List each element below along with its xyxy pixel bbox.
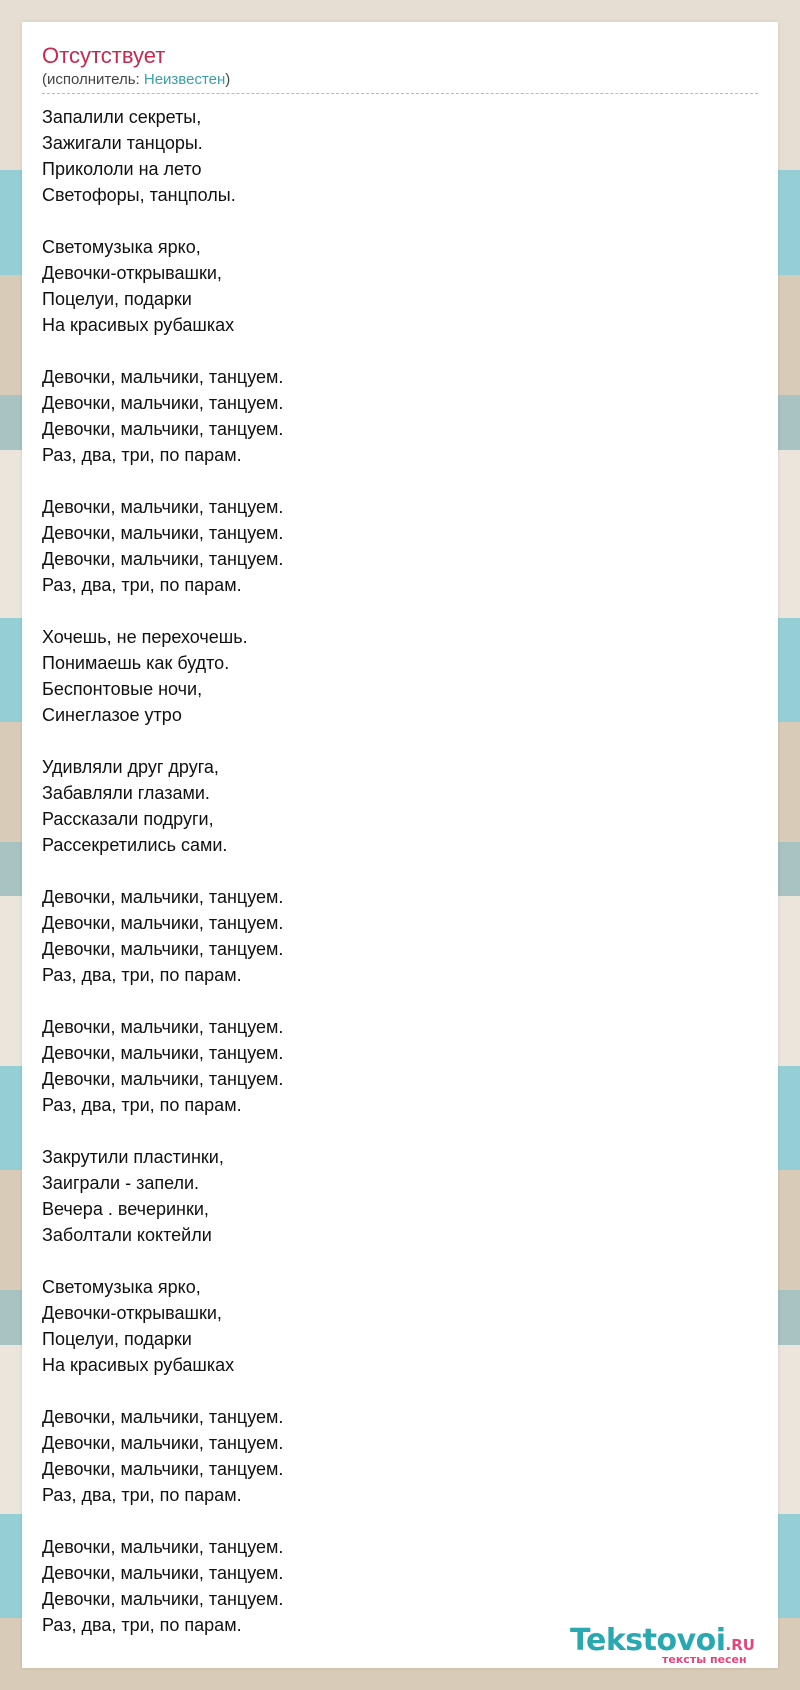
lyric-line: Понимаешь как будто. — [42, 653, 230, 673]
lyric-line: Девочки, мальчики, танцуем. — [42, 393, 284, 413]
lyric-line: Девочки, мальчики, танцуем. — [42, 523, 284, 543]
stanza-gap — [42, 1508, 758, 1534]
lyric-line: Девочки, мальчики, танцуем. — [42, 887, 284, 907]
lyric-line: Поцелуи, подарки — [42, 289, 192, 309]
stanza-gap — [42, 208, 758, 234]
lyric-line: Девочки-открывашки, — [42, 1303, 222, 1323]
lyric-line: Девочки, мальчики, танцуем. — [42, 939, 284, 959]
lyric-line: Раз, два, три, по парам. — [42, 1485, 242, 1505]
stanza-gap — [42, 1248, 758, 1274]
stanza-gap — [42, 1378, 758, 1404]
song-title: Отсутствует — [42, 43, 166, 68]
stanza-gap — [42, 728, 758, 754]
lyric-line: Раз, два, три, по парам. — [42, 445, 242, 465]
stanza-gap — [42, 468, 758, 494]
artist-prefix: (исполнитель: — [42, 71, 144, 88]
logo-brand: Tekstovoi — [570, 1623, 726, 1658]
lyric-line: Девочки, мальчики, танцуем. — [42, 549, 284, 569]
lyric-line: Раз, два, три, по парам. — [42, 965, 242, 985]
lyric-line: На красивых рубашках — [42, 1355, 235, 1375]
lyric-line: Светомузыка ярко, — [42, 1277, 201, 1297]
lyric-line: Рассказали подруги, — [42, 809, 214, 829]
stanza-gap — [42, 858, 758, 884]
lyric-line: Девочки, мальчики, танцуем. — [42, 1537, 284, 1557]
lyric-line: Девочки, мальчики, танцуем. — [42, 1563, 284, 1583]
artist-line — [42, 70, 758, 90]
lyric-line: Девочки, мальчики, танцуем. — [42, 1459, 284, 1479]
lyric-line: Прикололи на лето — [42, 159, 202, 179]
stanza-gap — [42, 598, 758, 624]
site-logo[interactable] — [570, 1624, 770, 1668]
lyric-line: Закрутили пластинки, — [42, 1147, 224, 1167]
lyrics-body — [42, 104, 758, 1638]
lyric-line: Синеглазое утро — [42, 705, 182, 725]
lyric-line: Девочки, мальчики, танцуем. — [42, 1589, 284, 1609]
lyric-line: Девочки, мальчики, танцуем. — [42, 1017, 284, 1037]
logo-tld: .RU — [725, 1636, 755, 1654]
lyric-line: Девочки, мальчики, танцуем. — [42, 1043, 284, 1063]
lyric-line: Девочки, мальчики, танцуем. — [42, 367, 284, 387]
lyric-line: Заболтали коктейли — [42, 1225, 212, 1245]
lyric-line: Девочки, мальчики, танцуем. — [42, 1407, 284, 1427]
stanza-gap — [42, 988, 758, 1014]
lyric-line: Рассекретились сами. — [42, 835, 228, 855]
lyric-line: Светомузыка ярко, — [42, 237, 201, 257]
lyric-line: Девочки, мальчики, танцуем. — [42, 913, 284, 933]
lyric-line: Заиграли - запели. — [42, 1173, 200, 1193]
lyric-line: Вечера . вечеринки, — [42, 1199, 209, 1219]
song-header — [42, 42, 758, 94]
lyric-line: Беспонтовые ночи, — [42, 679, 203, 699]
lyric-line: Хочешь, не перехочешь. — [42, 627, 248, 647]
stanza-gap — [42, 338, 758, 364]
lyric-line: Раз, два, три, по парам. — [42, 1615, 242, 1635]
artist-suffix: ) — [225, 71, 231, 88]
lyric-line: Девочки, мальчики, танцуем. — [42, 419, 284, 439]
lyric-line: Девочки, мальчики, танцуем. — [42, 497, 284, 517]
lyrics-sheet — [22, 22, 778, 1668]
lyric-line: Девочки, мальчики, танцуем. — [42, 1069, 284, 1089]
logo-tagline: тексты песен — [662, 1653, 747, 1666]
lyric-line: Светофоры, танцполы. — [42, 185, 236, 205]
stanza-gap — [42, 1118, 758, 1144]
lyric-line: Раз, два, три, по парам. — [42, 575, 242, 595]
lyric-line: Раз, два, три, по парам. — [42, 1095, 242, 1115]
lyric-line: Девочки-открывашки, — [42, 263, 222, 283]
lyric-line: Забавляли глазами. — [42, 783, 210, 803]
lyric-line: На красивых рубашках — [42, 315, 235, 335]
lyric-line: Поцелуи, подарки — [42, 1329, 192, 1349]
lyric-line: Зажигали танцоры. — [42, 133, 203, 153]
lyric-line: Девочки, мальчики, танцуем. — [42, 1433, 284, 1453]
lyric-line: Запалили секреты, — [42, 107, 202, 127]
artist-link[interactable]: Неизвестен — [143, 71, 226, 88]
lyric-line: Удивляли друг друга, — [42, 757, 219, 777]
